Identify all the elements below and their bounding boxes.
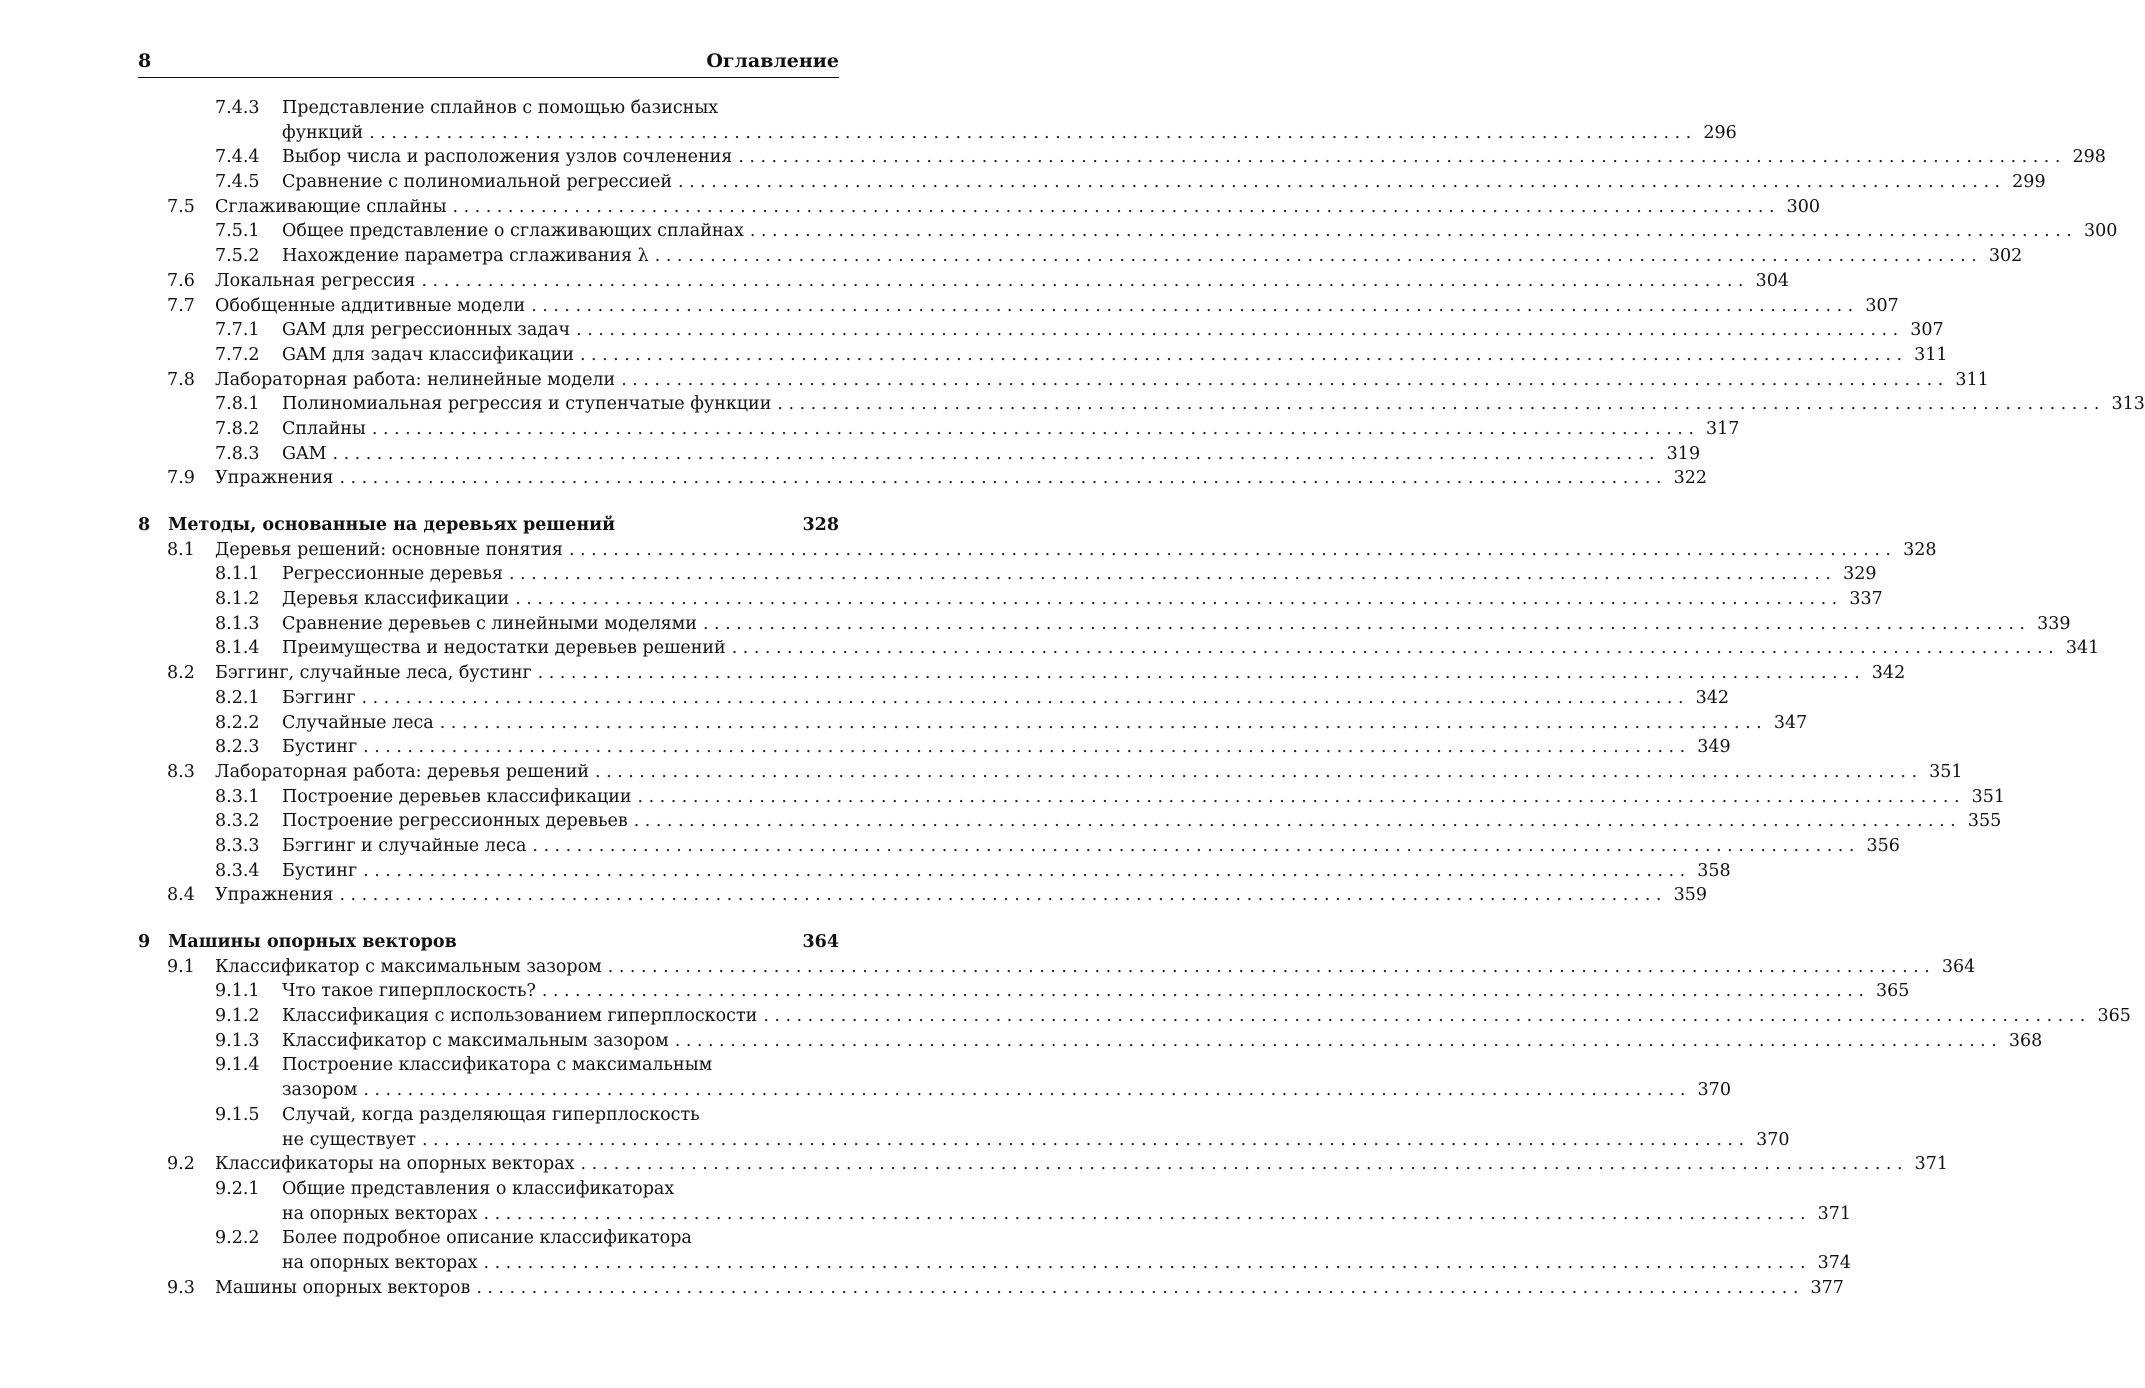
dot-leader: ........................................................................................................................ — [369, 122, 1697, 143]
toc-entry-number: 8.1.3 — [215, 613, 260, 634]
toc-entry-line — [215, 466, 1707, 491]
toc-entry-number: 9.1.5 — [215, 1104, 260, 1125]
toc-page-number: 317 — [1706, 418, 1740, 439]
dot-leader: ........................................................................................................................ — [476, 1277, 1804, 1298]
toc-subsection — [0, 417, 1740, 442]
toc-page-number: 328 — [802, 515, 839, 536]
dot-leader: ........................................................................................................................ — [439, 712, 1768, 733]
toc-page-number: 319 — [1666, 443, 1701, 464]
dot-leader: ........................................................................................................................ — [702, 613, 2031, 634]
toc-entry-title: Классификатор с максимальным зазором — [282, 1030, 669, 1051]
dot-leader: ........................................................................................................................ — [421, 1129, 1750, 1150]
toc-page-number: 371 — [1914, 1154, 1949, 1175]
toc-page-number: 342 — [1871, 663, 1906, 684]
toc-entry-line — [282, 442, 1701, 467]
toc-subsection — [0, 343, 1948, 368]
toc-page-number: 347 — [1773, 712, 1808, 733]
toc-subsection — [0, 96, 1737, 145]
toc-section — [0, 294, 1899, 319]
dot-leader: ........................................................................................................................ — [579, 344, 1908, 365]
toc-entry-title: Машины опорных векторов — [215, 1277, 471, 1298]
dot-leader: ........................................................................................................................ — [763, 1006, 2091, 1027]
dot-leader: ........................................................................................................................ — [621, 369, 1949, 390]
toc-entry-line — [215, 1276, 1844, 1301]
toc-entry-number: 7.8 — [167, 369, 195, 390]
toc-entry-title: Общее представление о сглаживающих сплайнах — [282, 221, 744, 242]
toc-entry-number: 9 — [138, 932, 151, 953]
toc-entry-title: Классификатор с максимальным зазором — [215, 956, 602, 977]
toc-section — [0, 368, 1989, 393]
toc-subsection — [0, 244, 2023, 269]
toc-entry-number: 7.5 — [167, 196, 195, 217]
toc-entry-line — [282, 979, 1910, 1004]
toc-entry-number: 7.7.1 — [215, 320, 260, 341]
toc-section — [0, 760, 1963, 785]
toc-subsection — [0, 1004, 2131, 1029]
toc-entry-title-line1: Построение классификатора с максимальным — [282, 1055, 713, 1076]
dot-leader: ........................................................................................................................ — [637, 786, 1966, 807]
dot-leader: ........................................................................................................................ — [483, 1203, 1812, 1224]
toc-subsection — [0, 318, 1944, 343]
toc-subsection — [0, 170, 2046, 195]
dot-leader: ........................................................................................................................ — [483, 1253, 1812, 1273]
toc-entry-line — [282, 1004, 2131, 1029]
dot-leader: ........................................................................................................................ — [568, 539, 1897, 560]
toc-subsection — [0, 686, 1730, 711]
dot-leader: ........................................................................................................................ — [339, 885, 1667, 906]
toc-entry-title: GAM для регрессионных задач — [282, 320, 571, 341]
toc-entry-line — [215, 883, 1707, 908]
toc-entry-line — [282, 834, 1900, 859]
toc-entry-number: 8.2.2 — [215, 712, 260, 733]
table-of-contents — [0, 96, 2145, 1300]
toc-page-number: 356 — [1866, 835, 1900, 856]
dot-leader: ........................................................................................................................ — [339, 468, 1667, 489]
toc-entry-number: 7.8.2 — [215, 418, 260, 439]
toc-entry-line — [282, 219, 2118, 244]
toc-subsection — [0, 735, 1731, 760]
toc-entry-title: Сравнение деревьев с линейными моделями — [282, 613, 697, 634]
toc-entry-line — [282, 636, 2100, 661]
toc-page-number: 307 — [1865, 295, 1899, 316]
toc-entry-number: 8.1.2 — [215, 589, 260, 610]
toc-subsection — [0, 711, 1808, 736]
toc-subsection — [0, 809, 2002, 834]
toc-entry-title: Бэггинг, случайные леса, бустинг — [215, 663, 532, 684]
toc-entry-line — [282, 686, 1730, 711]
toc-entry-line — [168, 513, 839, 538]
toc-subsection — [0, 612, 2071, 637]
toc-entry-title: Локальная регрессия — [215, 270, 416, 291]
toc-entry-number: 8.1.1 — [215, 564, 260, 585]
toc-page-number: 351 — [1929, 761, 1963, 782]
toc-entry-title: Построение регрессионных деревьев — [282, 811, 628, 832]
toc-entry-number: 9.1.1 — [215, 981, 260, 1002]
toc-section — [0, 1276, 1844, 1301]
toc-entry-number: 8.3.1 — [215, 786, 260, 807]
toc-entry-line — [282, 417, 1740, 442]
toc-entry-title: Лабораторная работа: нелинейные модели — [215, 369, 616, 390]
toc-entry-number: 7.4.4 — [215, 147, 260, 168]
toc-entry-line — [215, 955, 1976, 980]
toc-entry-title: Бэггинг — [282, 687, 356, 708]
toc-page-number: 349 — [1697, 737, 1731, 758]
dot-leader: ........................................................................................................................ — [654, 246, 1983, 267]
toc-entry-line — [215, 368, 1989, 393]
toc-entry-title: Сравнение с полиномиальной регрессией — [282, 172, 673, 193]
toc-entry-title: Методы, основанные на деревьях решений — [168, 515, 616, 536]
toc-subsection — [0, 1103, 1790, 1152]
toc-entry-line — [282, 392, 2145, 417]
dot-leader: ........................................................................................................................ — [421, 270, 1749, 291]
dot-leader: ........................................................................................................................ — [749, 221, 2078, 242]
toc-entry-line — [215, 294, 1899, 319]
toc-entry-line — [282, 859, 1731, 884]
toc-entry-line — [282, 244, 2023, 269]
toc-page-number: 300 — [2083, 221, 2118, 242]
dot-leader: ........................................................................................................................ — [777, 394, 2105, 415]
toc-entry-line — [282, 735, 1731, 760]
toc-entry-line — [282, 1202, 1852, 1227]
toc-page-number: 299 — [2012, 172, 2046, 193]
toc-entry-line — [215, 538, 1937, 563]
toc-page-number: 364 — [1941, 956, 1976, 977]
toc-section — [0, 955, 1976, 980]
toc-entry-title: Случайные леса — [282, 712, 434, 733]
dot-leader: ........................................................................................................................ — [537, 663, 1866, 684]
toc-entry-title: Сглаживающие сплайны — [215, 196, 447, 217]
dot-leader: ........................................................................................................................ — [531, 295, 1859, 316]
toc-page-number: 374 — [1817, 1253, 1852, 1273]
toc-entry-line — [282, 1078, 1731, 1103]
toc-chapter — [0, 930, 975, 955]
toc-entry-line — [215, 1152, 1949, 1177]
toc-page-number: 339 — [2037, 613, 2071, 634]
dot-leader: ........................................................................................................................ — [532, 835, 1860, 856]
toc-subsection — [0, 392, 2145, 417]
toc-entry-title: Выбор числа и расположения узлов сочленения — [282, 147, 733, 168]
dot-leader: ........................................................................................................................ — [674, 1030, 2003, 1051]
toc-entry-line — [282, 1029, 2043, 1054]
dot-leader: ........................................................................................................................ — [363, 737, 1691, 758]
toc-entry-title: Регрессионные деревья — [282, 564, 503, 585]
toc-page-number: 311 — [1914, 344, 1948, 365]
toc-page-number: 370 — [1756, 1129, 1790, 1150]
toc-entry-line — [282, 145, 2106, 170]
toc-entry-title: GAM — [282, 443, 327, 464]
toc-entry-line — [282, 170, 2046, 195]
toc-entry-number: 9.1.3 — [215, 1030, 260, 1051]
toc-entry-line — [282, 809, 2002, 834]
dot-leader: ........................................................................................................................ — [508, 564, 1837, 585]
toc-entry-line — [282, 1251, 1852, 1276]
toc-entry-number: 9.1.4 — [215, 1055, 260, 1076]
toc-subsection — [0, 1053, 1731, 1102]
toc-page-number: 302 — [1988, 246, 2023, 267]
toc-entry-number: 9.3 — [167, 1277, 195, 1298]
toc-entry-number: 7.5.1 — [215, 221, 260, 242]
dot-leader: ........................................................................................................................ — [678, 172, 2006, 193]
toc-entry-title: Бустинг — [282, 860, 358, 881]
toc-subsection — [0, 442, 1701, 467]
toc-entry-number: 8.3 — [167, 761, 195, 782]
dot-leader: ........................................................................................................................ — [332, 443, 1661, 464]
toc-page-number: 342 — [1695, 687, 1730, 708]
toc-section — [0, 466, 1707, 491]
dot-leader: ........................................................................................................................ — [595, 761, 1923, 782]
toc-page-number: 351 — [1971, 786, 2006, 807]
toc-entry-title: Преимущества и недостатки деревьев решений — [282, 638, 726, 659]
toc-subsection — [0, 834, 1900, 859]
toc-page-number: 377 — [1810, 1277, 1844, 1298]
toc-entry-title: Бустинг — [282, 737, 358, 758]
toc-entry-title: Бэггинг и случайные леса — [282, 835, 527, 856]
toc-entry-line — [282, 711, 1808, 736]
toc-subsection — [0, 859, 1731, 884]
toc-entry-line — [282, 343, 1948, 368]
toc-entry-title: Упражнения — [215, 468, 334, 489]
toc-entry-title: зазором — [282, 1080, 358, 1101]
toc-entry-number: 7.8.1 — [215, 394, 260, 415]
toc-entry-number: 8.4 — [167, 885, 195, 906]
running-header — [138, 50, 839, 72]
toc-page-number: 328 — [1903, 539, 1937, 560]
toc-entry-number: 8.1 — [167, 539, 195, 560]
dot-leader: ........................................................................................................................ — [361, 687, 1690, 708]
toc-page-number: 337 — [1849, 589, 1883, 610]
toc-page-number: 370 — [1697, 1080, 1731, 1101]
toc-entry-title: Деревья классификации — [282, 589, 510, 610]
toc-entry-line — [215, 661, 1906, 686]
toc-page-number: 322 — [1673, 468, 1707, 489]
toc-subsection — [0, 1029, 2043, 1054]
dot-leader: ........................................................................................................................ — [452, 196, 1781, 217]
toc-entry-title: функций — [282, 122, 364, 143]
toc-section — [0, 1152, 1949, 1177]
toc-page-number: 307 — [1910, 320, 1944, 341]
toc-page-number: 359 — [1673, 885, 1707, 906]
toc-page-number: 371 — [1817, 1203, 1852, 1224]
toc-entry-line — [282, 785, 2006, 810]
toc-entry-number: 7.7 — [167, 295, 195, 316]
toc-page-number: 311 — [1955, 369, 1989, 390]
toc-page-number: 313 — [2111, 394, 2145, 415]
toc-entry-line — [282, 318, 1944, 343]
toc-entry-number: 8.2.1 — [215, 687, 260, 708]
dot-leader: ........................................................................................................................ — [371, 418, 1700, 439]
dot-leader: ........................................................................................................................ — [515, 589, 1843, 610]
dot-leader: ........................................................................................................................ — [576, 320, 1904, 341]
toc-subsection — [0, 562, 1877, 587]
toc-subsection — [0, 1177, 1852, 1226]
toc-section — [0, 661, 1906, 686]
toc-entry-number: 7.4.5 — [215, 172, 260, 193]
dot-leader: ........................................................................................................................ — [580, 1154, 1909, 1175]
toc-page-number: 304 — [1755, 270, 1789, 291]
toc-entry-number: 7.7.2 — [215, 344, 260, 365]
toc-entry-number: 7.8.3 — [215, 443, 260, 464]
toc-subsection — [0, 219, 2118, 244]
toc-page-number: 355 — [1967, 811, 2002, 832]
toc-subsection — [0, 1226, 1852, 1275]
toc-entry-number: 9.2 — [167, 1154, 195, 1175]
page-number: 8 — [138, 50, 152, 72]
toc-entry-title: на опорных векторах — [282, 1253, 478, 1273]
dot-leader: ........................................................................................................................ — [363, 860, 1691, 881]
toc-section — [0, 883, 1707, 908]
toc-entry-title: на опорных векторах — [282, 1203, 478, 1224]
dot-leader: ........................................................................................................................ — [738, 147, 2066, 168]
toc-entry-title: Лабораторная работа: деревья решений — [215, 761, 589, 782]
toc-subsection — [0, 587, 1883, 612]
toc-entry-title-line1: Общие представления о классификаторах — [282, 1178, 675, 1199]
toc-entry-number: 9.1 — [167, 956, 195, 977]
running-title: Оглавление — [706, 50, 839, 72]
toc-entry-line — [282, 587, 1883, 612]
toc-subsection — [0, 145, 2106, 170]
dot-leader: ........................................................................................................................ — [633, 811, 1962, 832]
toc-entry-title: GAM для задач классификации — [282, 344, 574, 365]
toc-page-number: 300 — [1786, 196, 1821, 217]
toc-entry-number: 7.9 — [167, 468, 195, 489]
toc-section — [0, 269, 1789, 294]
toc-entry-title: Упражнения — [215, 885, 334, 906]
toc-entry-line — [282, 121, 1737, 146]
toc-entry-title-line1: Случай, когда разделяющая гиперплоскость — [282, 1104, 700, 1125]
toc-entry-number: 8.1.4 — [215, 638, 260, 659]
toc-entry-number: 8.2 — [167, 663, 195, 684]
toc-entry-title: не существует — [282, 1129, 416, 1150]
header-rule — [138, 77, 839, 78]
toc-entry-line — [282, 1128, 1790, 1153]
toc-page-number: 365 — [1875, 981, 1910, 1002]
toc-subsection — [0, 979, 1910, 1004]
toc-entry-title: Машины опорных векторов — [168, 932, 457, 953]
toc-subsection — [0, 636, 2100, 661]
toc-entry-title: Сплайны — [282, 418, 366, 439]
toc-entry-number: 8.2.3 — [215, 737, 260, 758]
dot-leader: ........................................................................................................................ — [541, 981, 1870, 1002]
toc-subsection — [0, 785, 2006, 810]
toc-entry-title-line1: Представление сплайнов с помощью базисных — [282, 98, 719, 118]
toc-page-number: 364 — [802, 932, 839, 953]
toc-entry-number: 9.2.2 — [215, 1228, 260, 1249]
toc-chapter — [0, 513, 975, 538]
toc-section — [0, 538, 1937, 563]
dot-leader: ........................................................................................................................ — [731, 638, 2060, 659]
toc-section — [0, 195, 1821, 220]
toc-page-number: 296 — [1703, 122, 1737, 143]
toc-entry-number: 8.3.3 — [215, 835, 260, 856]
toc-entry-number: 7.5.2 — [215, 246, 260, 267]
dot-leader: ........................................................................................................................ — [363, 1080, 1691, 1101]
toc-page-number: 298 — [2072, 147, 2106, 168]
toc-page-number: 358 — [1697, 860, 1731, 881]
toc-entry-line — [282, 562, 1877, 587]
toc-page-number: 368 — [2008, 1030, 2043, 1051]
toc-entry-number: 8.3.4 — [215, 860, 260, 881]
toc-entry-title: Деревья решений: основные понятия — [215, 539, 563, 560]
toc-entry-number: 8.3.2 — [215, 811, 260, 832]
toc-entry-line — [282, 612, 2071, 637]
toc-page-number: 341 — [2065, 638, 2100, 659]
toc-entry-title: Что такое гиперплоскость? — [282, 981, 536, 1002]
toc-page-number: 329 — [1843, 564, 1877, 585]
toc-page-number: 365 — [2097, 1006, 2131, 1027]
toc-entry-title: Построение деревьев классификации — [282, 786, 632, 807]
toc-entry-number: 7.4.3 — [215, 98, 260, 118]
toc-entry-line — [168, 930, 839, 955]
toc-entry-line — [215, 195, 1821, 220]
toc-entry-title: Полиномиальная регрессия и ступенчатые функции — [282, 394, 772, 415]
toc-entry-number: 8 — [138, 515, 151, 536]
toc-entry-number: 9.1.2 — [215, 1006, 260, 1027]
toc-entry-title: Классификаторы на опорных векторах — [215, 1154, 575, 1175]
toc-entry-title: Классификация с использованием гиперплоскости — [282, 1006, 758, 1027]
toc-entry-line — [215, 760, 1963, 785]
dot-leader: ........................................................................................................................ — [607, 956, 1936, 977]
toc-entry-number: 9.2.1 — [215, 1178, 260, 1199]
toc-entry-number: 7.6 — [167, 270, 195, 291]
toc-entry-line — [215, 269, 1789, 294]
toc-entry-title-line1: Более подробное описание классификатора — [282, 1228, 692, 1249]
toc-entry-title: Обобщенные аддитивные модели — [215, 295, 526, 316]
toc-entry-title: Нахождение параметра сглаживания λ — [282, 246, 649, 267]
